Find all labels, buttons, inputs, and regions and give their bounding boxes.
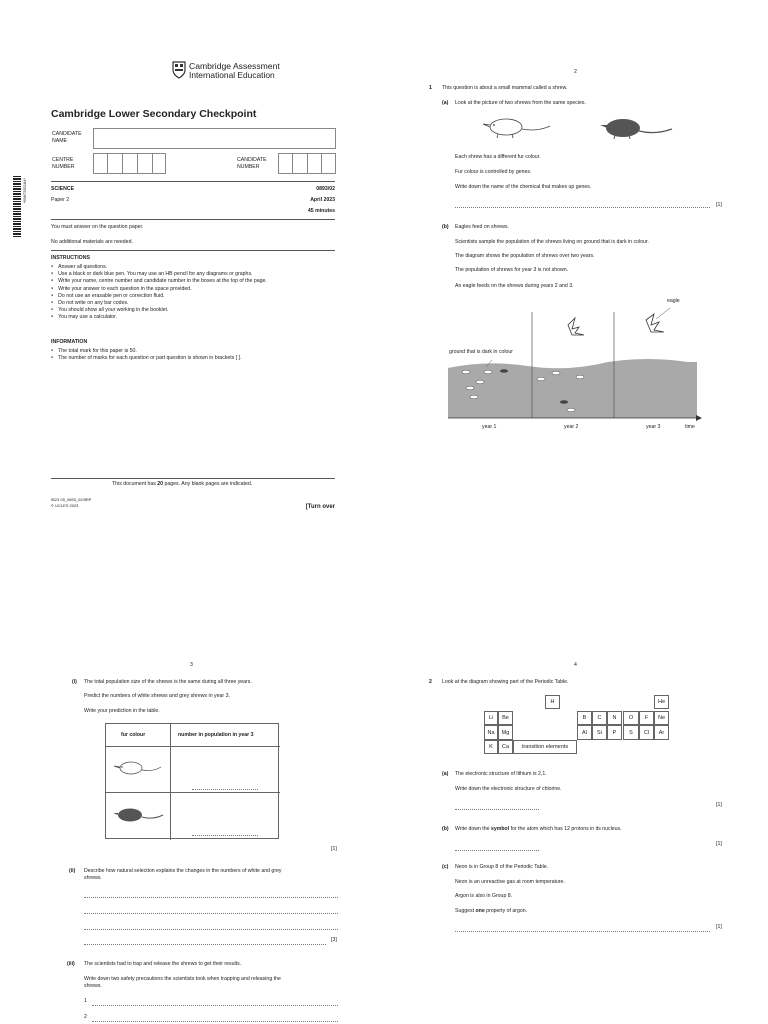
part-b-line2: The diagram shows the population of shrews over two years.	[455, 253, 595, 259]
instruction-item: ● Answer all questions.	[51, 263, 267, 270]
centre-number-field[interactable]	[93, 153, 166, 174]
part-ii-line2: shrews.	[84, 875, 102, 881]
element-C: C	[592, 711, 607, 725]
part-c-line3: Argon is also in Group 8.	[455, 893, 513, 899]
element-Ar: Ar	[654, 725, 669, 740]
exam-duration: 45 minutes	[307, 208, 335, 214]
part-b-text: Eagles feed on shrews.	[455, 224, 509, 230]
question-number: 1	[429, 85, 432, 91]
part-a-text: Look at the picture of two shrews from the same species.	[455, 100, 586, 106]
instructions-heading: INSTRUCTIONS	[51, 255, 90, 261]
element-He: He	[654, 695, 669, 709]
mark-a: [1]	[716, 802, 722, 808]
footer-copyright: © UCLES 2023	[51, 503, 79, 508]
part-i-line3: Write your prediction in the table.	[84, 708, 160, 714]
prediction-table	[105, 723, 279, 839]
element-P: P	[607, 725, 622, 740]
element-Cl: Cl	[639, 725, 654, 740]
answer-line-ii-2[interactable]	[84, 908, 338, 914]
information-item: ● The total mark for this paper is 50.	[51, 347, 242, 354]
time-label: time	[685, 424, 695, 430]
table-header-fur: fur colour	[121, 732, 146, 738]
eagle-icon	[646, 314, 664, 332]
information-list	[51, 347, 242, 361]
periodic-table	[484, 695, 671, 758]
instruction-item: ● Do not use an erasable pen or correction fluid.	[51, 292, 267, 299]
grey-count-input[interactable]	[192, 830, 258, 836]
answer-number-2: 2	[84, 1014, 87, 1020]
element-S: S	[623, 725, 639, 740]
part-iii-label: (iii)	[67, 961, 75, 967]
turn-over: [Turn over	[305, 504, 335, 510]
element-F: F	[639, 711, 654, 725]
eagle-icon	[568, 318, 584, 335]
element-Ne: Ne	[654, 711, 669, 725]
mark-i: [1]	[331, 846, 337, 852]
answer-number-1: 1	[84, 998, 87, 1004]
candidate-name-field[interactable]	[93, 128, 336, 149]
cover-page	[0, 0, 384, 512]
candidate-number-label: CANDIDATE NUMBER	[237, 157, 267, 170]
barcode	[13, 176, 21, 238]
centre-number-label: CENTRE NUMBER	[52, 157, 75, 170]
footer-code: IB23 05_0893_02/5RP	[51, 497, 92, 502]
answer-line-a[interactable]	[455, 202, 710, 208]
part-iii-line2: Write down two safety precautions the scientists took when trapping and releasing the	[84, 976, 281, 982]
part-c-label: (c)	[442, 864, 449, 870]
question-intro: Look at the diagram showing part of the Periodic Table.	[442, 679, 569, 685]
information-item: ● The number of marks for each question or part question is shown in brackets [ ].	[51, 354, 242, 361]
year1-label: year 1	[482, 424, 497, 430]
page-3	[0, 512, 384, 1024]
part-c-line2: Neon is an unreactive gas at room temperature.	[455, 879, 565, 885]
part-b-label: (b)	[442, 826, 449, 832]
part-c-line1: Neon is in Group 8 of the Periodic Table.	[455, 864, 549, 870]
part-a-label: (a)	[442, 771, 449, 777]
pages-note: This document has 20 pages. Any blank pages are indicated.	[112, 481, 253, 487]
question-number: 2	[429, 679, 432, 685]
subject: SCIENCE	[51, 186, 75, 192]
answer-line-a[interactable]	[455, 804, 539, 810]
answer-note: You must answer on the question paper.	[51, 224, 144, 230]
answer-line-ii-4[interactable]	[84, 939, 326, 945]
year2-label: year 2	[564, 424, 579, 430]
element-Al: Al	[577, 725, 592, 740]
part-i-label: (i)	[72, 679, 77, 685]
part-ii-label: (ii)	[69, 868, 76, 874]
logo-line2: International Education	[189, 70, 275, 80]
transition-elements: transition elements	[513, 740, 577, 754]
part-a-line2: Write down the electronic structure of chlorine.	[455, 786, 562, 792]
element-Na: Na	[484, 725, 498, 740]
cambridge-logo	[172, 61, 287, 83]
part-iii-line1: The scientists had to trap and release the shrews to get their results.	[84, 961, 242, 967]
answer-line-ii-3[interactable]	[84, 924, 338, 930]
eagle-label: eagle	[667, 298, 680, 304]
instruction-item: ● Write your answer to each question in the space provided.	[51, 285, 267, 292]
question-intro: This question is about a small mammal called a shrew.	[442, 85, 568, 91]
grey-shrew-icon	[112, 804, 164, 826]
part-b-line1: Scientists sample the population of the shrews living on ground that is dark in colour.	[455, 239, 649, 245]
candidate-name-label: CANDIDATE NAME	[52, 131, 82, 144]
element-Be: Be	[498, 711, 513, 725]
exam-title: Cambridge Lower Secondary Checkpoint	[51, 108, 257, 120]
information-heading: INFORMATION	[51, 339, 88, 345]
instruction-item: ● Use a black or dark blue pen. You may use an HB pencil for any diagrams or graphs.	[51, 270, 267, 277]
part-i-line2: Predict the numbers of white shrews and grey shrews in year 3.	[84, 693, 230, 699]
instruction-item: ● Write your name, centre number and candidate number in the boxes at the top of the page.	[51, 277, 267, 284]
grey-shrew-icon	[599, 113, 674, 143]
page-number: 2	[574, 69, 577, 75]
part-a-line1: Each shrew has a different fur colour.	[455, 154, 541, 160]
ground-label: ground that is dark in colour	[449, 349, 514, 355]
answer-line-ii-1[interactable]	[84, 892, 338, 898]
instructions-list	[51, 263, 267, 321]
part-a-line2: Fur colour is controlled by genes.	[455, 169, 532, 175]
part-a-line1: The electronic structure of lithium is 2,1.	[455, 771, 547, 777]
exam-date: April 2023	[310, 197, 335, 203]
mark-a: [1]	[716, 202, 722, 208]
element-Ca: Ca	[498, 740, 513, 754]
answer-line-c[interactable]	[455, 926, 710, 932]
year3-label: year 3	[646, 424, 661, 430]
crest-icon	[172, 61, 186, 79]
element-Mg: Mg	[498, 725, 513, 740]
instruction-item: ● You may use a calculator.	[51, 313, 267, 320]
element-K: K	[484, 740, 498, 754]
page-number: 4	[574, 662, 577, 668]
instruction-item: ● Do not write on any bar codes.	[51, 299, 267, 306]
part-b-line3: The population of shrews for year 3 is not shown.	[455, 267, 569, 273]
answer-line-iii-1[interactable]	[92, 1000, 338, 1006]
mark-b: [1]	[716, 841, 722, 847]
white-shrew-icon	[482, 112, 552, 142]
instruction-item: ● You should show all your working in the booklet.	[51, 306, 267, 313]
part-b-line4: An eagle feeds on the shrews during years 2 and 3.	[455, 283, 574, 289]
part-a-label: (a)	[442, 100, 449, 106]
barcode-number: *6987255184*	[22, 178, 27, 204]
table-header-number: number in population in year 3	[178, 732, 254, 738]
page-2	[384, 0, 768, 512]
part-b-line1: Write down the symbol for the atom which has 12 protons in its nucleus.	[455, 826, 622, 832]
element-Li: Li	[484, 711, 498, 725]
part-c-line4: Suggest one property of argon.	[455, 908, 528, 914]
white-shrew-icon	[113, 757, 163, 779]
page-4	[384, 512, 768, 1024]
part-ii-line1: Describe how natural selection explains the changes in the numbers of white and grey	[84, 868, 282, 874]
part-i-line1: The total population size of the shrews is the same during all three years.	[84, 679, 252, 685]
element-O: O	[623, 711, 639, 725]
logo-line1: Cambridge Assessment	[189, 61, 280, 71]
paper-code: 0893/02	[316, 186, 335, 192]
materials-note: No additional materials are needed.	[51, 239, 133, 245]
element-B: B	[577, 711, 592, 725]
part-a-line3: Write down the name of the chemical that makes up genes.	[455, 184, 592, 190]
element-H: H	[545, 695, 560, 709]
population-diagram	[448, 300, 708, 425]
paper-number: Paper 2	[51, 197, 70, 203]
answer-line-b[interactable]	[455, 845, 539, 851]
element-Si: Si	[592, 725, 607, 740]
answer-line-iii-2[interactable]	[92, 1016, 338, 1022]
mark-ii: [3]	[331, 937, 337, 943]
page-number: 3	[190, 662, 193, 668]
part-b-label: (b)	[442, 224, 449, 230]
mark-c: [1]	[716, 924, 722, 930]
white-count-input[interactable]	[192, 784, 258, 790]
element-N: N	[607, 711, 622, 725]
part-iii-line3: shrews.	[84, 983, 102, 989]
